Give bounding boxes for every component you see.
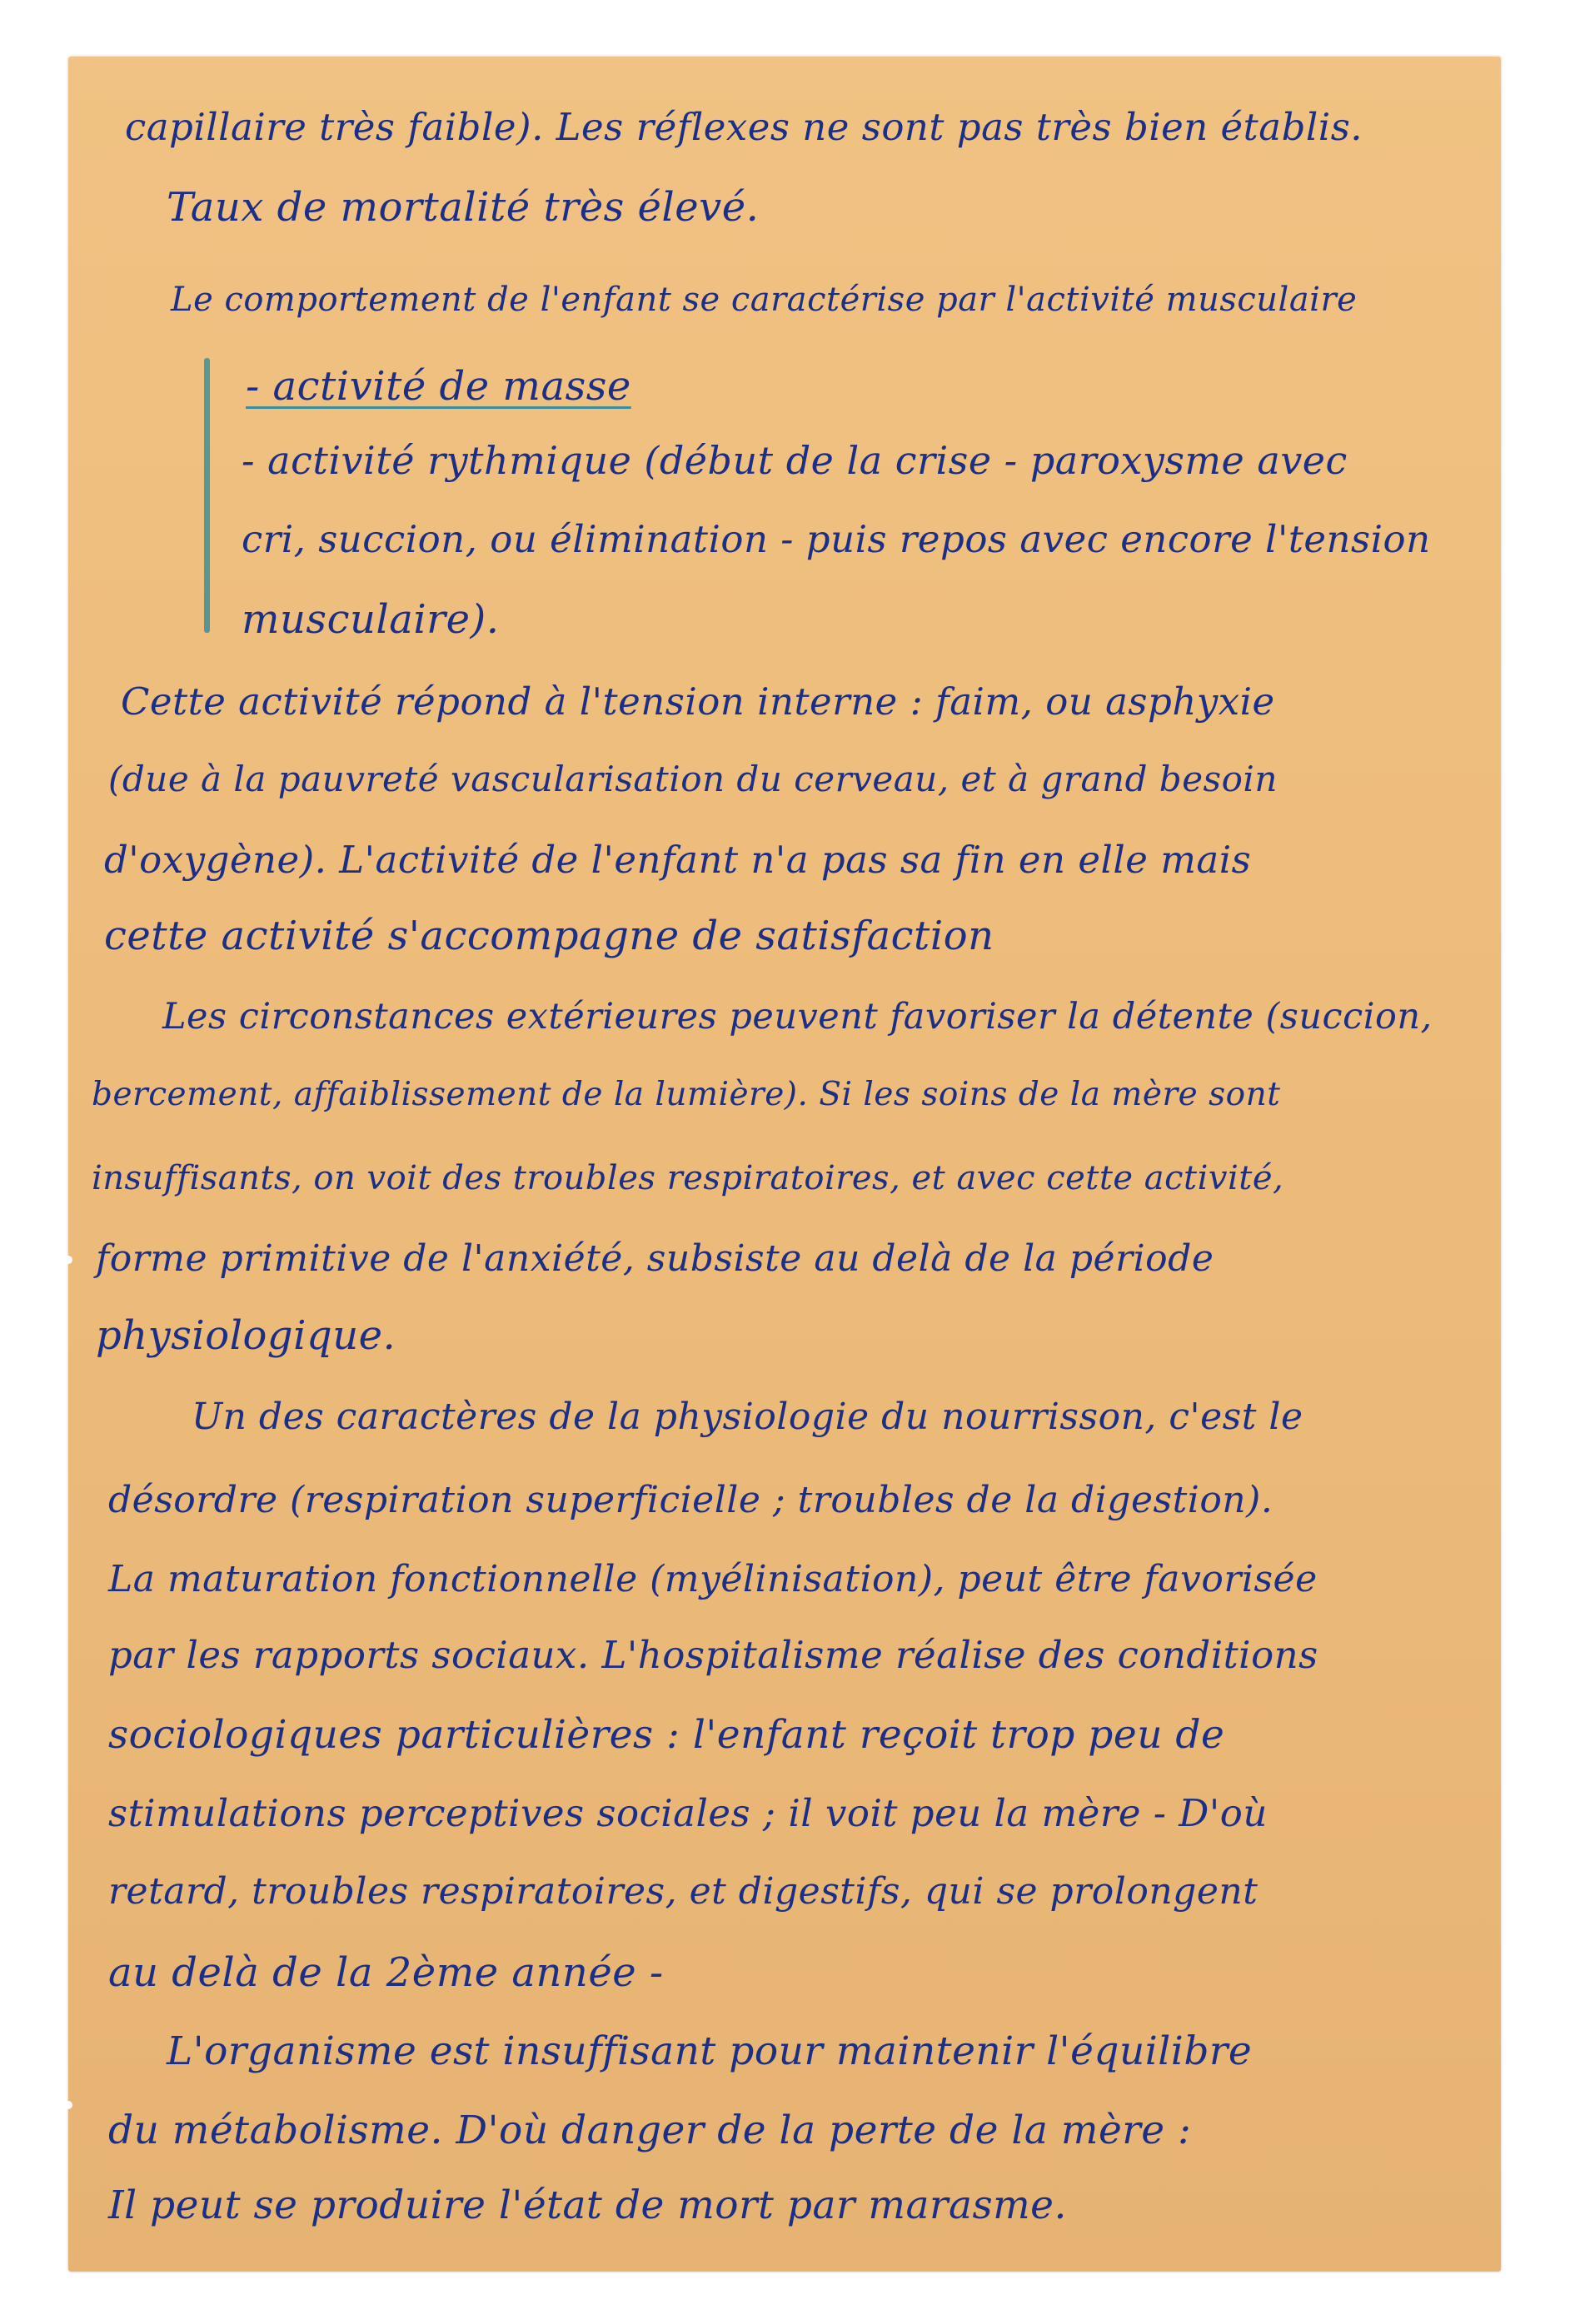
handwritten-line: Un des caractères de la physiologie du nourrisson, c'est le bbox=[192, 1396, 1303, 1438]
handwritten-line: du métabolisme. D'où danger de la perte de la mère : bbox=[108, 2108, 1192, 2153]
handwritten-line: - activité rythmique (début de la crise - paroxysme avec bbox=[242, 438, 1348, 483]
handwritten-line: L'organisme est insuffisant pour maintenir l'équilibre bbox=[167, 2028, 1253, 2074]
page-edge-notch bbox=[64, 1256, 72, 1264]
handwritten-line: Le comportement de l'enfant se caractérise par l'activité musculaire bbox=[171, 281, 1358, 319]
handwritten-line: musculaire). bbox=[242, 596, 500, 643]
handwritten-line: cri, succion, ou élimination - puis repos avec encore l'tension bbox=[242, 517, 1431, 561]
handwritten-line: sociologiques particulières : l'enfant reçoit trop peu de bbox=[108, 1712, 1225, 1758]
handwritten-line: au delà de la 2ème année - bbox=[108, 1949, 664, 1996]
page-edge-notch bbox=[64, 2101, 72, 2109]
handwritten-line-underlined: - activité de masse bbox=[246, 363, 631, 410]
handwritten-line: Les circonstances extérieures peuvent favoriser la détente (succion, bbox=[162, 996, 1433, 1038]
handwritten-line: cette activité s'accompagne de satisfaction bbox=[104, 913, 994, 959]
handwritten-line: forme primitive de l'anxiété, subsiste au delà de la période bbox=[96, 1237, 1214, 1280]
handwritten-line: Il peut se produire l'état de mort par marasme. bbox=[108, 2182, 1067, 2228]
handwritten-line: d'oxygène). L'activité de l'enfant n'a pas sa fin en elle mais bbox=[104, 838, 1252, 882]
handwritten-line: Taux de mortalité très élevé. bbox=[167, 184, 760, 231]
handwritten-line: stimulations perceptives sociales ; il voit peu la mère - D'où bbox=[108, 1791, 1268, 1835]
handwritten-line: désordre (respiration superficielle ; troubles de la digestion). bbox=[108, 1479, 1273, 1521]
handwritten-line: Cette activité répond à l'tension interne : faim, ou asphyxie bbox=[121, 679, 1275, 724]
handwritten-line: bercement, affaiblissement de la lumière). Si les soins de la mère sont bbox=[92, 1076, 1281, 1113]
handwritten-line: par les rapports sociaux. L'hospitalisme réalise des conditions bbox=[108, 1633, 1318, 1677]
handwritten-line: retard, troubles respiratoires, et digestifs, qui se prolongent bbox=[108, 1870, 1258, 1913]
handwritten-line: capillaire très faible). Les réflexes ne sont pas très bien établis. bbox=[125, 105, 1363, 149]
handwritten-line: physiologique. bbox=[96, 1312, 396, 1359]
handwritten-line: La maturation fonctionnelle (myélinisation), peut être favorisée bbox=[108, 1558, 1318, 1600]
handwritten-line: insuffisants, on voit des troubles respiratoires, et avec cette activité, bbox=[92, 1159, 1284, 1197]
handwritten-line: (due à la pauvreté vascularisation du cerveau, et à grand besoin bbox=[108, 759, 1278, 799]
margin-bracket-line bbox=[204, 358, 210, 633]
